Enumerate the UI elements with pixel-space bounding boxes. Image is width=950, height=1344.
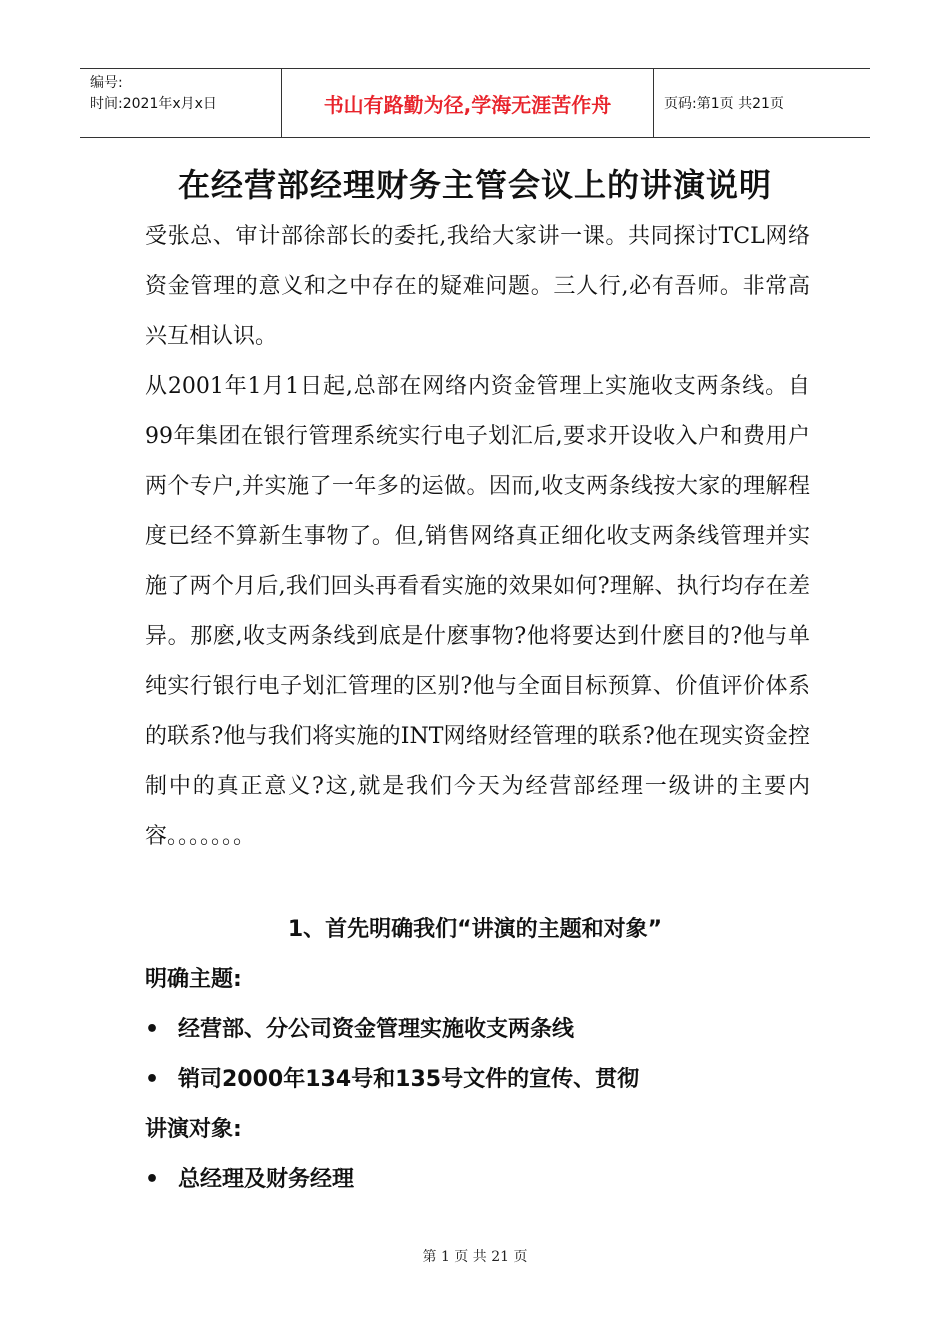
list-item-text: 总经理及财务经理 <box>178 1167 355 1192</box>
header-motto: 书山有路勤为径,学海无涯苦作舟 <box>282 69 654 137</box>
section-heading: 1、首先明确我们“讲演的主题和对象” <box>287 917 663 942</box>
header-page-info: 页码:第1页 共21页 <box>664 96 784 112</box>
bullet-icon: • <box>145 1017 160 1042</box>
paragraph: 从2001年1月1日起,总部在网络内资金管理上实施收支两条线。自99年集团在银行管理系统实行电子划汇后,要求开设收入户和费用户两个专户,并实施了一年多的运做。因而,收支两条线按大家的理解程度已经不算新生事物了。但,销售网络真正细化收支两条线管理并实施了两个月后,我们回头再看看实施的效果如何?理解、执行均存在差异。那麽,收支两条线到底是什麽事物?他将要达到什麽目的?他与单纯实行银行电子划汇管理的区别?他与全面目标预算、价值评价体系的联系?他与我们将实施的INT网络财经管理的联系?他在现实资金控制中的真正意义?这,就是我们今天为经营部经理一级讲的主要内容。。。。。。。 <box>145 374 810 849</box>
list-item <box>145 1155 354 1205</box>
list-item-text: 销司2000年134号和135号文件的宣传、贯彻 <box>178 1067 640 1092</box>
audience-label: 讲演对象: <box>145 1117 242 1142</box>
document-body <box>145 212 810 862</box>
page-footer: 第 1 页 共 21 页 <box>422 1249 528 1265</box>
document-date-label: 时间:2021年x月x日 <box>90 96 217 112</box>
document-header <box>80 68 870 138</box>
bullet-icon: • <box>145 1067 160 1092</box>
document-number-label: 编号: <box>90 75 123 91</box>
paragraph: 受张总、审计部徐部长的委托,我给大家讲一课。共同探讨TCL网络资金管理的意义和之中存在的疑难问题。三人行,必有吾师。非常高兴互相认识。 <box>145 224 810 349</box>
header-meta <box>80 69 282 137</box>
list-item <box>145 1055 639 1105</box>
list-item-text: 经营部、分公司资金管理实施收支两条线 <box>178 1017 575 1042</box>
bullet-icon: • <box>145 1167 160 1192</box>
topic-label: 明确主题: <box>145 967 242 992</box>
list-item <box>145 1005 574 1055</box>
document-title: 在经营部经理财务主管会议上的讲演说明 <box>177 166 772 204</box>
